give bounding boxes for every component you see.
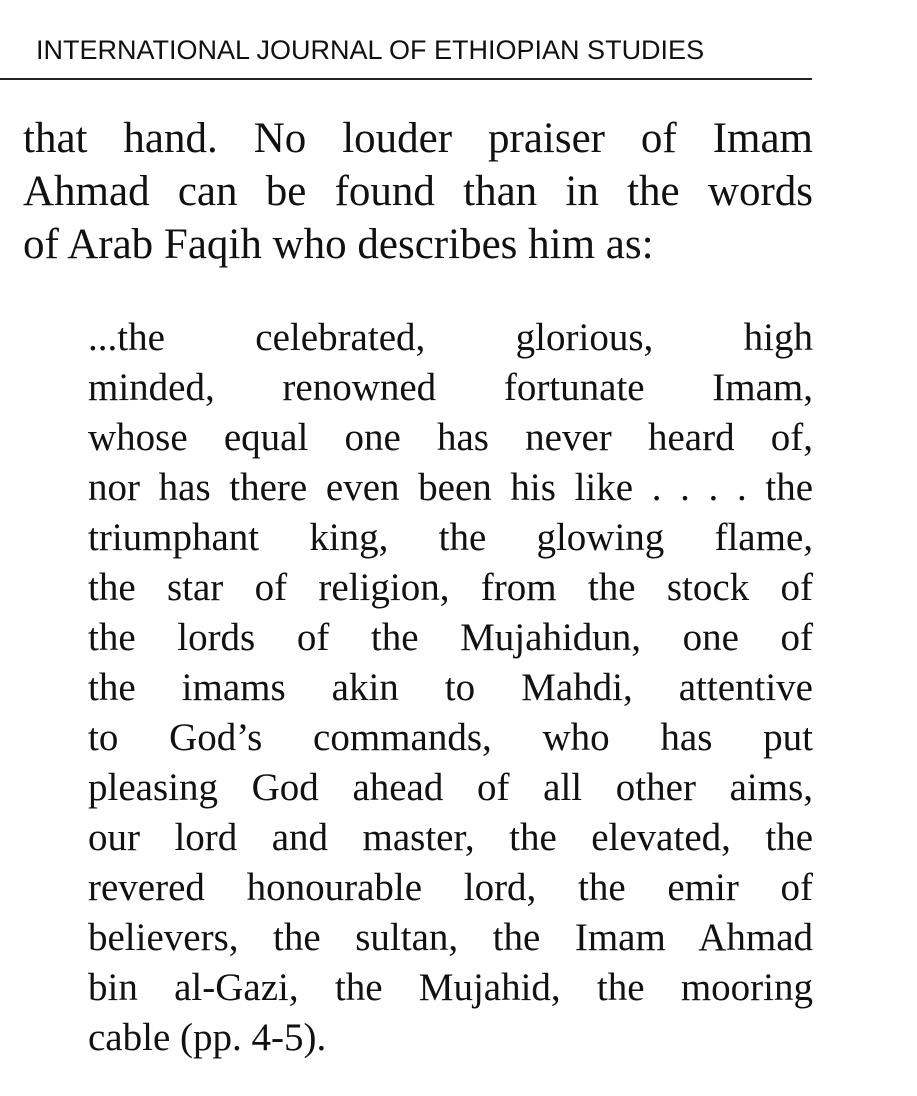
quote-line: cable (pp. 4-5).: [88, 1016, 327, 1059]
quote-line: believers, the sultan, the Imam Ahmad: [88, 916, 813, 959]
paragraph-line: of Arab Faqih who describes him as:: [23, 221, 654, 268]
quote-line: ...the celebrated, glorious, high: [88, 316, 813, 359]
quote-line: pleasing God ahead of all other aims,: [88, 766, 813, 809]
quote-line: nor has there even been his like . . . . the: [88, 466, 813, 509]
quote-line: minded, renowned fortunate Imam,: [88, 366, 813, 409]
paragraph-line: that hand. No louder praiser of Imam: [23, 115, 813, 162]
quote-line: to God’s commands, who has put: [88, 716, 813, 759]
quote-line: whose equal one has never heard of,: [88, 416, 813, 459]
running-header: INTERNATIONAL JOURNAL OF ETHIOPIAN STUDIES: [36, 35, 705, 65]
header-rule: [0, 78, 812, 80]
quote-line: the star of religion, from the stock of: [88, 566, 813, 609]
paragraph-line: Ahmad can be found than in the words: [23, 168, 813, 215]
body-paragraph: [23, 112, 813, 271]
quote-line: the imams akin to Mahdi, attentive: [88, 666, 813, 709]
quote-line: revered honourable lord, the emir of: [88, 866, 813, 909]
block-quote: [88, 313, 813, 1063]
quote-line: bin al-Gazi, the Mujahid, the mooring: [88, 966, 813, 1009]
quote-line: our lord and master, the elevated, the: [88, 816, 813, 859]
quote-line: the lords of the Mujahidun, one of: [88, 616, 813, 659]
quote-line: triumphant king, the glowing flame,: [88, 516, 813, 559]
